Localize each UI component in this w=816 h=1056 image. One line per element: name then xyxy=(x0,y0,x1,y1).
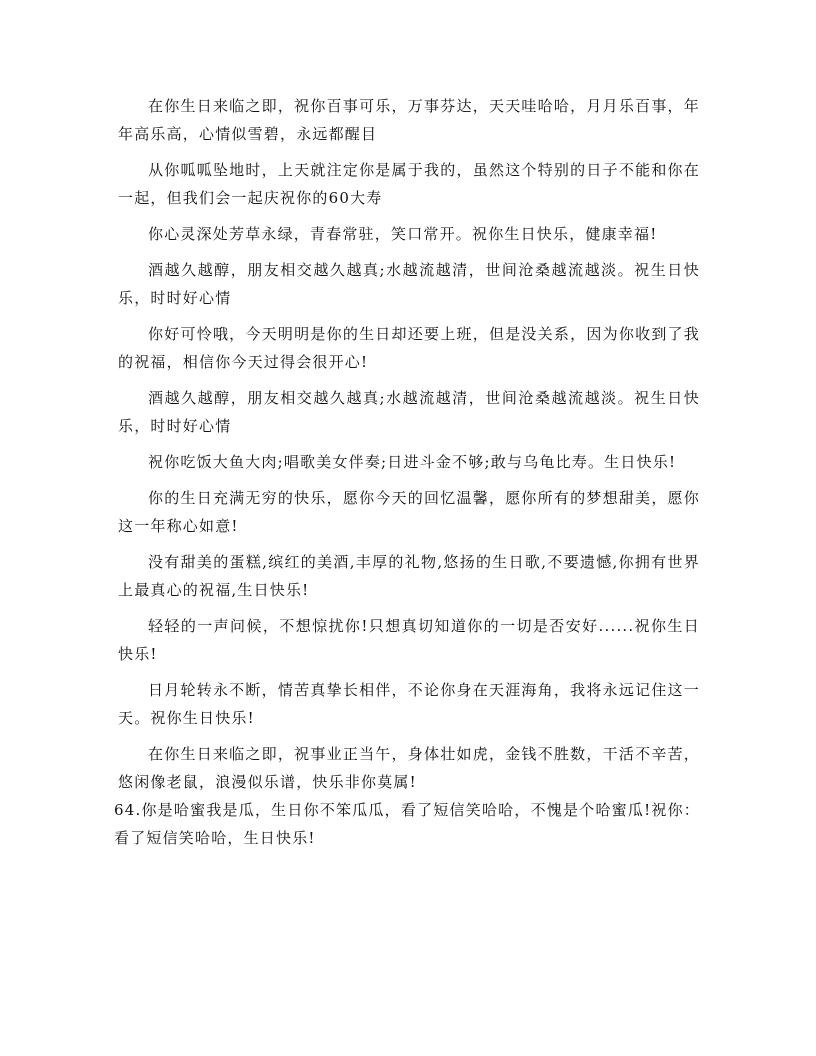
paragraph-numbered: 64.你是哈蜜我是瓜，生日你不笨瓜瓜，看了短信笑哈哈，不愧是个哈蜜瓜!祝你：看了短信笑哈哈，生日快乐! xyxy=(114,801,700,847)
paragraph: 在你生日来临之即，祝事业正当午，身体壮如虎，金钱不胜数，干活不辛苦，悠闲像老鼠，浪漫似乐谱，快乐非你莫属! xyxy=(118,745,700,791)
paragraph: 日月轮转永不断，情苦真挚长相伴，不论你身在天涯海角，我将永远记住这一天。祝你生日快乐! xyxy=(118,681,700,727)
document-body xyxy=(114,92,700,852)
paragraph: 酒越久越醇，朋友相交越久越真;水越流越清，世间沧桑越流越淡。祝生日快乐，时时好心情 xyxy=(118,389,700,435)
paragraph: 你心灵深处芳草永绿，青春常驻，笑口常开。祝你生日快乐，健康幸福! xyxy=(148,225,658,243)
paragraph: 你的生日充满无穷的快乐，愿你今天的回忆温馨，愿你所有的梦想甜美，愿你这一年称心如意! xyxy=(118,489,700,535)
paragraph: 轻轻的一声问候，不想惊扰你!只想真切知道你的一切是否安好......祝你生日快乐! xyxy=(118,617,700,663)
paragraph: 祝你吃饭大鱼大肉;唱歌美女伴奏;日进斗金不够;敢与乌龟比寿。生日快乐! xyxy=(148,453,677,471)
paragraph: 从你呱呱坠地时，上天就注定你是属于我的，虽然这个特别的日子不能和你在一起，但我们会一起庆祝你的60大寿 xyxy=(118,161,700,207)
paragraph: 你好可怜哦，今天明明是你的生日却还要上班，但是没关系，因为你收到了我的祝福，相信你今天过得会很开心! xyxy=(118,325,700,371)
paragraph: 在你生日来临之即，祝你百事可乐，万事芬达，天天哇哈哈，月月乐百事，年年高乐高，心情似雪碧，永远都醒目 xyxy=(118,97,700,143)
paragraph: 酒越久越醇，朋友相交越久越真;水越流越清，世间沧桑越流越淡。祝生日快乐，时时好心情 xyxy=(118,261,700,307)
paragraph: 没有甜美的蛋糕,缤红的美酒,丰厚的礼物,悠扬的生日歌,不要遗憾,你拥有世界上最真心的祝福,生日快乐! xyxy=(118,553,700,599)
